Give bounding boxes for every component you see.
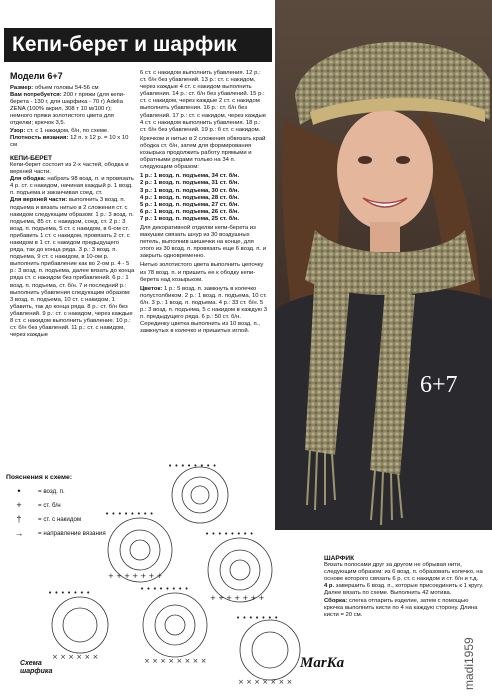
- single-crochet-icon: +: [16, 500, 22, 510]
- svg-text:• • • • • • • •: • • • • • • • •: [205, 530, 254, 538]
- density-label: Плотность вязания:: [10, 134, 69, 141]
- watermark: madi1959: [462, 637, 476, 690]
- svg-text:× × × × × × × ×: × × × × × × × ×: [144, 657, 207, 665]
- density-text: 12 п. х 12 р. = 10 х 10 см: [10, 134, 129, 148]
- title-bar: [4, 28, 272, 62]
- pattern-label: Узор:: [10, 127, 26, 134]
- model-heading: Модели 6+7: [10, 71, 63, 81]
- col2-paragraph-4: Нитью золотистого цвета выполнить цепочку из 78 возд. п. и пришить ее к ободку кепи-берета над козырьком.: [140, 262, 264, 283]
- instructions-column-1: [10, 70, 135, 339]
- scheme-label-line2: шарфика: [20, 668, 53, 675]
- size-text: объем головы 54-56 см: [34, 85, 99, 91]
- materials-label: Вам потребуется:: [10, 92, 62, 99]
- cap-heading: КЕПИ-БЕРЕТ: [10, 154, 53, 162]
- legend-item: [6, 498, 116, 512]
- svg-text:+ + + + + + +: + + + + + + +: [108, 572, 163, 580]
- flower-text: 1 р.: 5 возд. п. замкнуть в колечко полустолбиком. 2 р.: 1 возд. п. подъема, 10 ст. б/н. 3 р.: 1 возд. п. подъема. 4 р.: 33 ст. б/н. 5 р.: 3 возд. п. подъема, 5 с накидом в каждую 3 п. предыдущего ряда. 6 р.: 50 ст. б/н. Серединку цветка выполнить из 10 возд. п., замкнутых в колечко и пришитых иглой.: [140, 285, 268, 335]
- visor-row: 2 р.: 1 возд. п. подъема, 31 ст. б/н.: [140, 180, 240, 187]
- col2-paragraph-3: Для декоративной отделки кепи-берета из макушки связать шнур из 30 воздушных петель, выполнив шишечки на конце, для этого из 30 возд. п. провязать еще 6 возд. п. и закрыть одновременно.: [140, 224, 266, 260]
- flower-label: Цветок:: [140, 285, 163, 292]
- model-number: 6+7: [420, 372, 458, 398]
- legend-text: = возд. п.: [38, 487, 65, 495]
- scarf-paragraph-1: Вязать полосами друг за другом не обрывая нити, следующим образом: из 6 возд. п. образовать колечко, на основе которого связать 6 р. ст. с накидом и ст. б/н и т.д.: [324, 562, 483, 583]
- cap-intro: Кепи-берет состоит из 2-х частей, ободка и верхней части.: [10, 161, 129, 176]
- direction-arrow-icon: →: [14, 528, 24, 538]
- page-title: Кепи-берет и шарфик: [12, 33, 237, 56]
- visor-row: 5 р.: 1 возд. п. подъема, 27 ст. б/н.: [140, 201, 240, 208]
- legend-item: [6, 526, 116, 540]
- legend-text: = направление вязания: [38, 529, 106, 537]
- materials-text: 200 г пряжи (для кепи-берета - 130 г, для шарфика - 70 г) Adelia ZENA (100% акрил, 308 т 10 м/100 г); немного пряжи золотистого цвета для отделки; крючок 3,5.: [10, 92, 126, 127]
- scarf-paragraph-2: завершить 6 возд. п., которые присоединить к 1 кругу. Далее вязать по схеме. Выполнить 42 мотива.: [324, 583, 484, 597]
- visor-row: 1 р.: 1 возд. п. подъема, 34 ст. б/н.: [140, 173, 240, 180]
- svg-text:• • • • • • •: • • • • • • •: [48, 589, 91, 597]
- legend-item: [6, 484, 116, 498]
- svg-text:× × × × × ×: × × × × × ×: [52, 653, 99, 661]
- visor-rows: [140, 173, 268, 223]
- signature: MarKa: [300, 655, 345, 671]
- visor-row: 3 р.: 1 возд. п. подъема, 30 ст. б/н.: [140, 187, 240, 194]
- band-label: Для ободка:: [10, 176, 46, 183]
- svg-text:• • • • • • • •: • • • • • • • •: [168, 462, 217, 470]
- scheme-label-line1: Схема: [20, 660, 42, 667]
- visor-row: 7 р.: 1 возд. п. подъема, 25 ст. б/н.: [140, 215, 240, 222]
- legend-item: [6, 512, 116, 526]
- svg-text:• • • • • • • •: • • • • • • • •: [105, 510, 154, 518]
- legend-text: = ст. б/н: [38, 501, 61, 509]
- instructions-column-2: [140, 70, 268, 337]
- chain-stitch-icon: •: [17, 486, 21, 496]
- col2-paragraph-1: 6 ст. с накидом выполнить убавления. 12 р.: ст. б/н без убавлений. 13 р.: ст. с накидом, через каждые 4 ст. с накидом выполнить убавления. 14 р.: ст. б/н без убавлений. 15 р.: ст. с накидом, через каждые 2 ст. с накидом выполнить убавления. 16 р.: ст. б/н без убавлений. 17 р.: ст. с накидом, через каждые 4 ст. с накидом выполнить убавления. 18 р.: ст. б/н без убавлений. 19 р.: б ст. с накидом.: [140, 70, 266, 133]
- scarf-instructions: [324, 555, 486, 619]
- scheme-legend: [6, 474, 116, 540]
- scheme-label: [20, 660, 52, 676]
- legend-text: = ст. с накидом: [38, 515, 82, 523]
- visor-row: 6 р.: 1 возд. п. подъема, 26 ст. б/н.: [140, 208, 240, 215]
- pattern-text: ст. с 1 накидом, б/н, по схеме.: [26, 127, 109, 134]
- legend-heading: Пояснения к схеме:: [6, 474, 73, 481]
- svg-text:× × × × × × ×: × × × × × × ×: [238, 678, 293, 686]
- visor-row: 4 р.: 1 возд. п. подъема, 28 ст. б/н.: [140, 194, 240, 201]
- col2-paragraph-2: Крючком и нитью в 2 сложения обвязать край ободка ст. б/н, затем для формирования козырька продолжить работу прямыми и обратными рядами только на 34 п. следующим образом:: [140, 135, 266, 171]
- svg-text:+ + + + + + +: + + + + + + +: [210, 594, 265, 602]
- size-label: Размер:: [10, 85, 34, 91]
- scarf-p2-label: 4 р.: [324, 583, 335, 590]
- double-crochet-icon: †: [16, 514, 22, 524]
- assembly-label: Сборка:: [324, 597, 348, 604]
- scarf-heading: ШАРФИК: [324, 555, 355, 562]
- svg-text:• • • • • • •: • • • • • • •: [236, 614, 279, 622]
- top-label: Для верхней части:: [10, 197, 68, 204]
- scarf-paragraph-3: слегка отпарить изделие, затем с помощью крючка выполнить кисти по 4 на каждую сторону. Длина кисти = 20 см.: [324, 597, 478, 618]
- band-text: набрать 98 возд. п. и провязать 4 р. ст. с накидом, начиная каждый р. 1 возд. п. подъема и заканчивая соед. ст.: [10, 176, 134, 197]
- top-text: выполнить 3 возд. п. подъема и вязать нитью в 2 сложения ст. с накидом следующим образом: 1 р.: 3 возд. п. подъема, 85 ст. с накидом, соед. ст. 2 р.: 3 возд. п. подъема, 5 ст. с накидом, в 6-ом ст. прибавить 1 ст. с накидом, провязать 2 ст. с накидом в 1 ст. с накидом предыдущего ряда, так до конца ряда. 3 р.: 3 возд. п. подъема, 9 ст. с накидом, в 10-ом р. выполнить прибавление как во 2-ом р. 4 - 5 р.: 3 возд. п. подъема, далее вязать до конца ряда ст. с накидом без прибавлений. 6 р.: 1 возд. п. подъема, ст. б/н. 7 и последний р.: выполнить убавления следующим образом: 3 возд. п. подъема, 10 ст. с накидом, 1 убавить, так до конца ряда. 8 р.: ст. б/н без убавлений. 9 р.: ст. с накидом, через каждые 8 ст. с накидом выполнить убавление. 10 р.: ст. б/н без убавлений. 11 р.: ст. с накидом, через каждые: [10, 197, 135, 339]
- svg-text:• • • • • • • •: • • • • • • • •: [140, 585, 189, 593]
